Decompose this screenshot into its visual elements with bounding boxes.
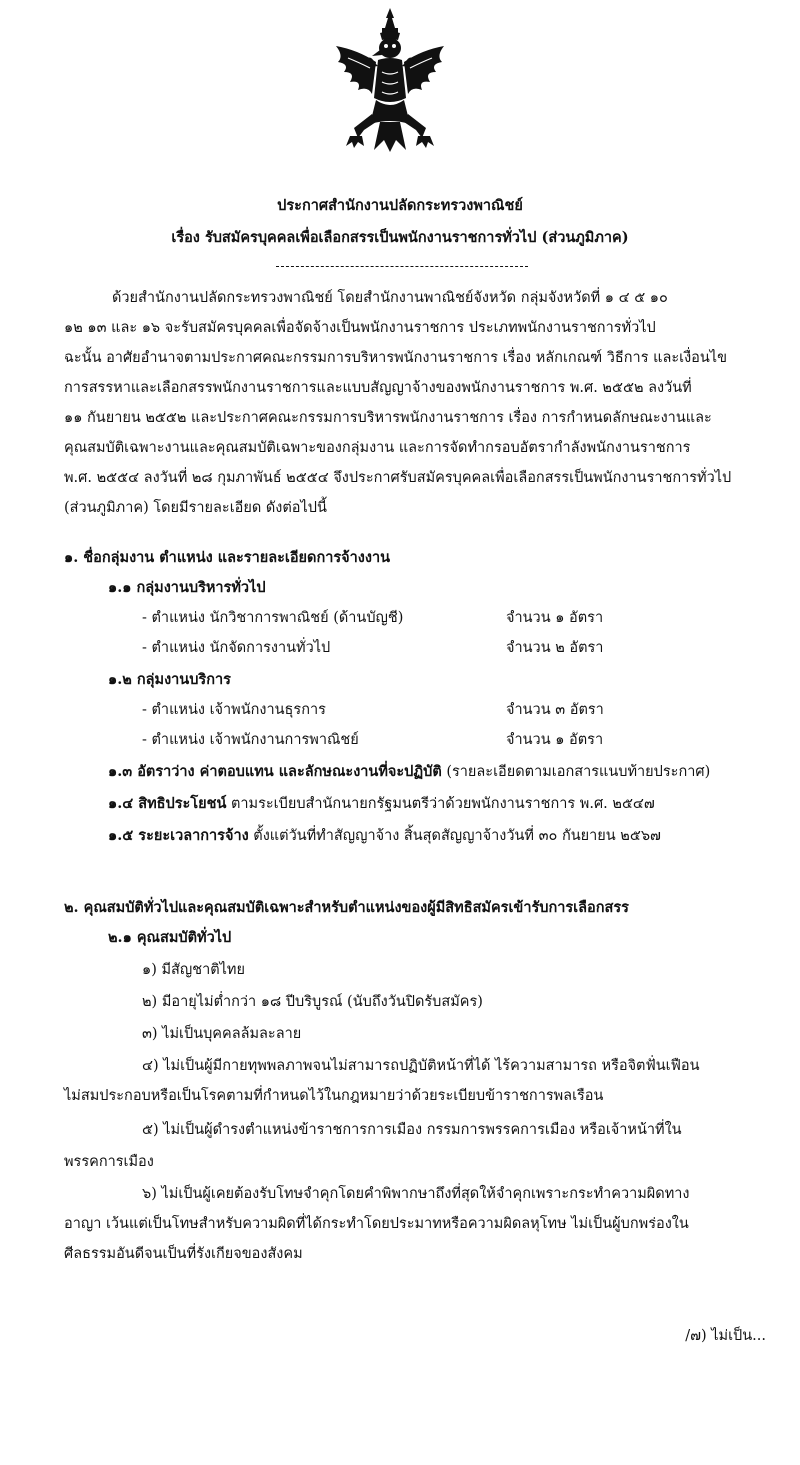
- header-divider: [276, 266, 528, 267]
- qualification-item: ๓) ไม่เป็นบุคคลล้มละลาย: [142, 1026, 302, 1042]
- position-title: - ตำแหน่ง นักวิชาการพาณิชย์ (ด้านบัญชี): [142, 610, 404, 626]
- position-title: - ตำแหน่ง เจ้าพนักงานธุรการ: [142, 702, 326, 718]
- page-subject: เรื่อง รับสมัครบุคคลเพื่อเลือกสรรเป็นพนักงานราชการทั่วไป (ส่วนภูมิภาค): [171, 229, 629, 246]
- intro-line: คุณสมบัติเฉพาะงานและคุณสมบัติเฉพาะของกลุ่มงาน และการจัดทำกรอบอัตรากำลังพนักงานราชการ: [64, 440, 691, 456]
- qualification-item-cont: พรรคการเมือง: [64, 1154, 154, 1170]
- intro-line: ด้วยสำนักงานปลัดกระทรวงพาณิชย์ โดยสำนักงานพาณิชย์จังหวัด กลุ่มจังหวัดที่ ๑ ๔ ๕ ๑๐: [112, 290, 668, 306]
- qualification-item: ๖) ไม่เป็นผู้เคยต้องรับโทษจำคุกโดยคำพิพากษาถึงที่สุดให้จำคุกเพราะกระทำความผิดทาง: [142, 1186, 690, 1202]
- subsection-heading: ๑.๑ กลุ่มงานบริหารทั่วไป: [108, 579, 266, 596]
- qualification-item: ๒) มีอายุไม่ต่ำกว่า ๑๘ ปีบริบูรณ์ (นับถึงวันปิดรับสมัคร): [142, 994, 483, 1010]
- item-1-4: ๑.๔ สิทธิประโยชน์ ตามระเบียบสำนักนายกรัฐมนตรีว่าด้วยพนักงานราชการ พ.ศ. ๒๕๔๗: [108, 795, 655, 812]
- position-qty: จำนวน ๓ อัตรา: [506, 702, 604, 718]
- intro-line: การสรรหาและเลือกสรรพนักงานราชการและแบบสัญญาจ้างของพนักงานราชการ พ.ศ. ๒๕๕๒ ลงวันที่: [64, 380, 692, 396]
- position-qty: จำนวน ๒ อัตรา: [506, 640, 604, 656]
- garuda-emblem-icon: [328, 6, 452, 156]
- qualification-item: ๕) ไม่เป็นผู้ดำรงตำแหน่งข้าราชการการเมือง กรรมการพรรคการเมือง หรือเจ้าหน้าที่ใน: [142, 1122, 682, 1138]
- position-qty: จำนวน ๑ อัตรา: [506, 610, 604, 626]
- qualification-item: ๑) มีสัญชาติไทย: [142, 962, 245, 978]
- position-title: - ตำแหน่ง เจ้าพนักงานการพาณิชย์: [142, 732, 359, 748]
- subsection-heading: ๑.๒ กลุ่มงานบริการ: [108, 671, 231, 688]
- qualification-item-cont: อาญา เว้นแต่เป็นโทษสำหรับความผิดที่ได้กระทำโดยประมาทหรือความผิดลหุโทษ ไม่เป็นผู้บกพร่องใน: [64, 1216, 689, 1232]
- item-1-3: ๑.๓ อัตราว่าง ค่าตอบแทน และลักษณะงานที่จะปฏิบัติ (รายละเอียดตามเอกสารแนบท้ายประกาศ): [108, 763, 711, 780]
- position-title: - ตำแหน่ง นักจัดการงานทั่วไป: [142, 640, 331, 656]
- subsection-heading: ๒.๑ คุณสมบัติทั่วไป: [108, 929, 232, 946]
- section-heading: ๑. ชื่อกลุ่มงาน ตำแหน่ง และรายละเอียดการจ้างงาน: [64, 549, 391, 566]
- qualification-item: ๔) ไม่เป็นผู้มีกายทุพพลภาพจนไม่สามารถปฏิบัติหน้าที่ได้ ไร้ความสามารถ หรือจิตฟั่นเฟือน: [142, 1058, 700, 1074]
- intro-line: ฉะนั้น อาศัยอำนาจตามประกาศคณะกรรมการบริหารพนักงานราชการ เรื่อง หลักเกณฑ์ วิธีการ และเงื่อนไข: [64, 350, 727, 366]
- intro-line: ๑๑ กันยายน ๒๕๕๒ และประกาศคณะกรรมการบริหารพนักงานราชการ เรื่อง การกำหนดลักษณะงานและ: [64, 410, 712, 426]
- item-1-5: ๑.๕ ระยะเวลาการจ้าง ตั้งแต่วันที่ทำสัญญาจ้าง สิ้นสุดสัญญาจ้างวันที่ ๓๐ กันยายน ๒๕๖๗: [108, 827, 661, 844]
- continued-marker: /๗) ไม่เป็น...: [685, 1328, 766, 1344]
- qualification-item-cont: ไม่สมประกอบหรือเป็นโรคตามที่กำหนดไว้ในกฎหมายว่าด้วยระเบียบข้าราชการพลเรือน: [64, 1088, 604, 1104]
- intro-line: ๑๒ ๑๓ และ ๑๖ จะรับสมัครบุคคลเพื่อจัดจ้างเป็นพนักงานราชการ ประเภทพนักงานราชการทั่วไป: [64, 320, 656, 336]
- position-qty: จำนวน ๑ อัตรา: [506, 732, 604, 748]
- page-title: ประกาศสำนักงานปลัดกระทรวงพาณิชย์: [277, 197, 523, 214]
- qualification-item-cont: ศีลธรรมอันดีจนเป็นที่รังเกียจของสังคม: [64, 1246, 303, 1262]
- section-heading: ๒. คุณสมบัติทั่วไปและคุณสมบัติเฉพาะสำหรับตำแหน่งของผู้มีสิทธิสมัครเข้ารับการเลือกสรร: [64, 899, 629, 916]
- intro-line: พ.ศ. ๒๕๕๔ ลงวันที่ ๒๘ กุมภาพันธ์ ๒๕๕๔ จึงประกาศรับสมัครบุคคลเพื่อเลือกสรรเป็นพนักงานราชการทั่วไป: [64, 470, 732, 486]
- intro-line: (ส่วนภูมิภาค) โดยมีรายละเอียด ดังต่อไปนี้: [64, 500, 327, 516]
